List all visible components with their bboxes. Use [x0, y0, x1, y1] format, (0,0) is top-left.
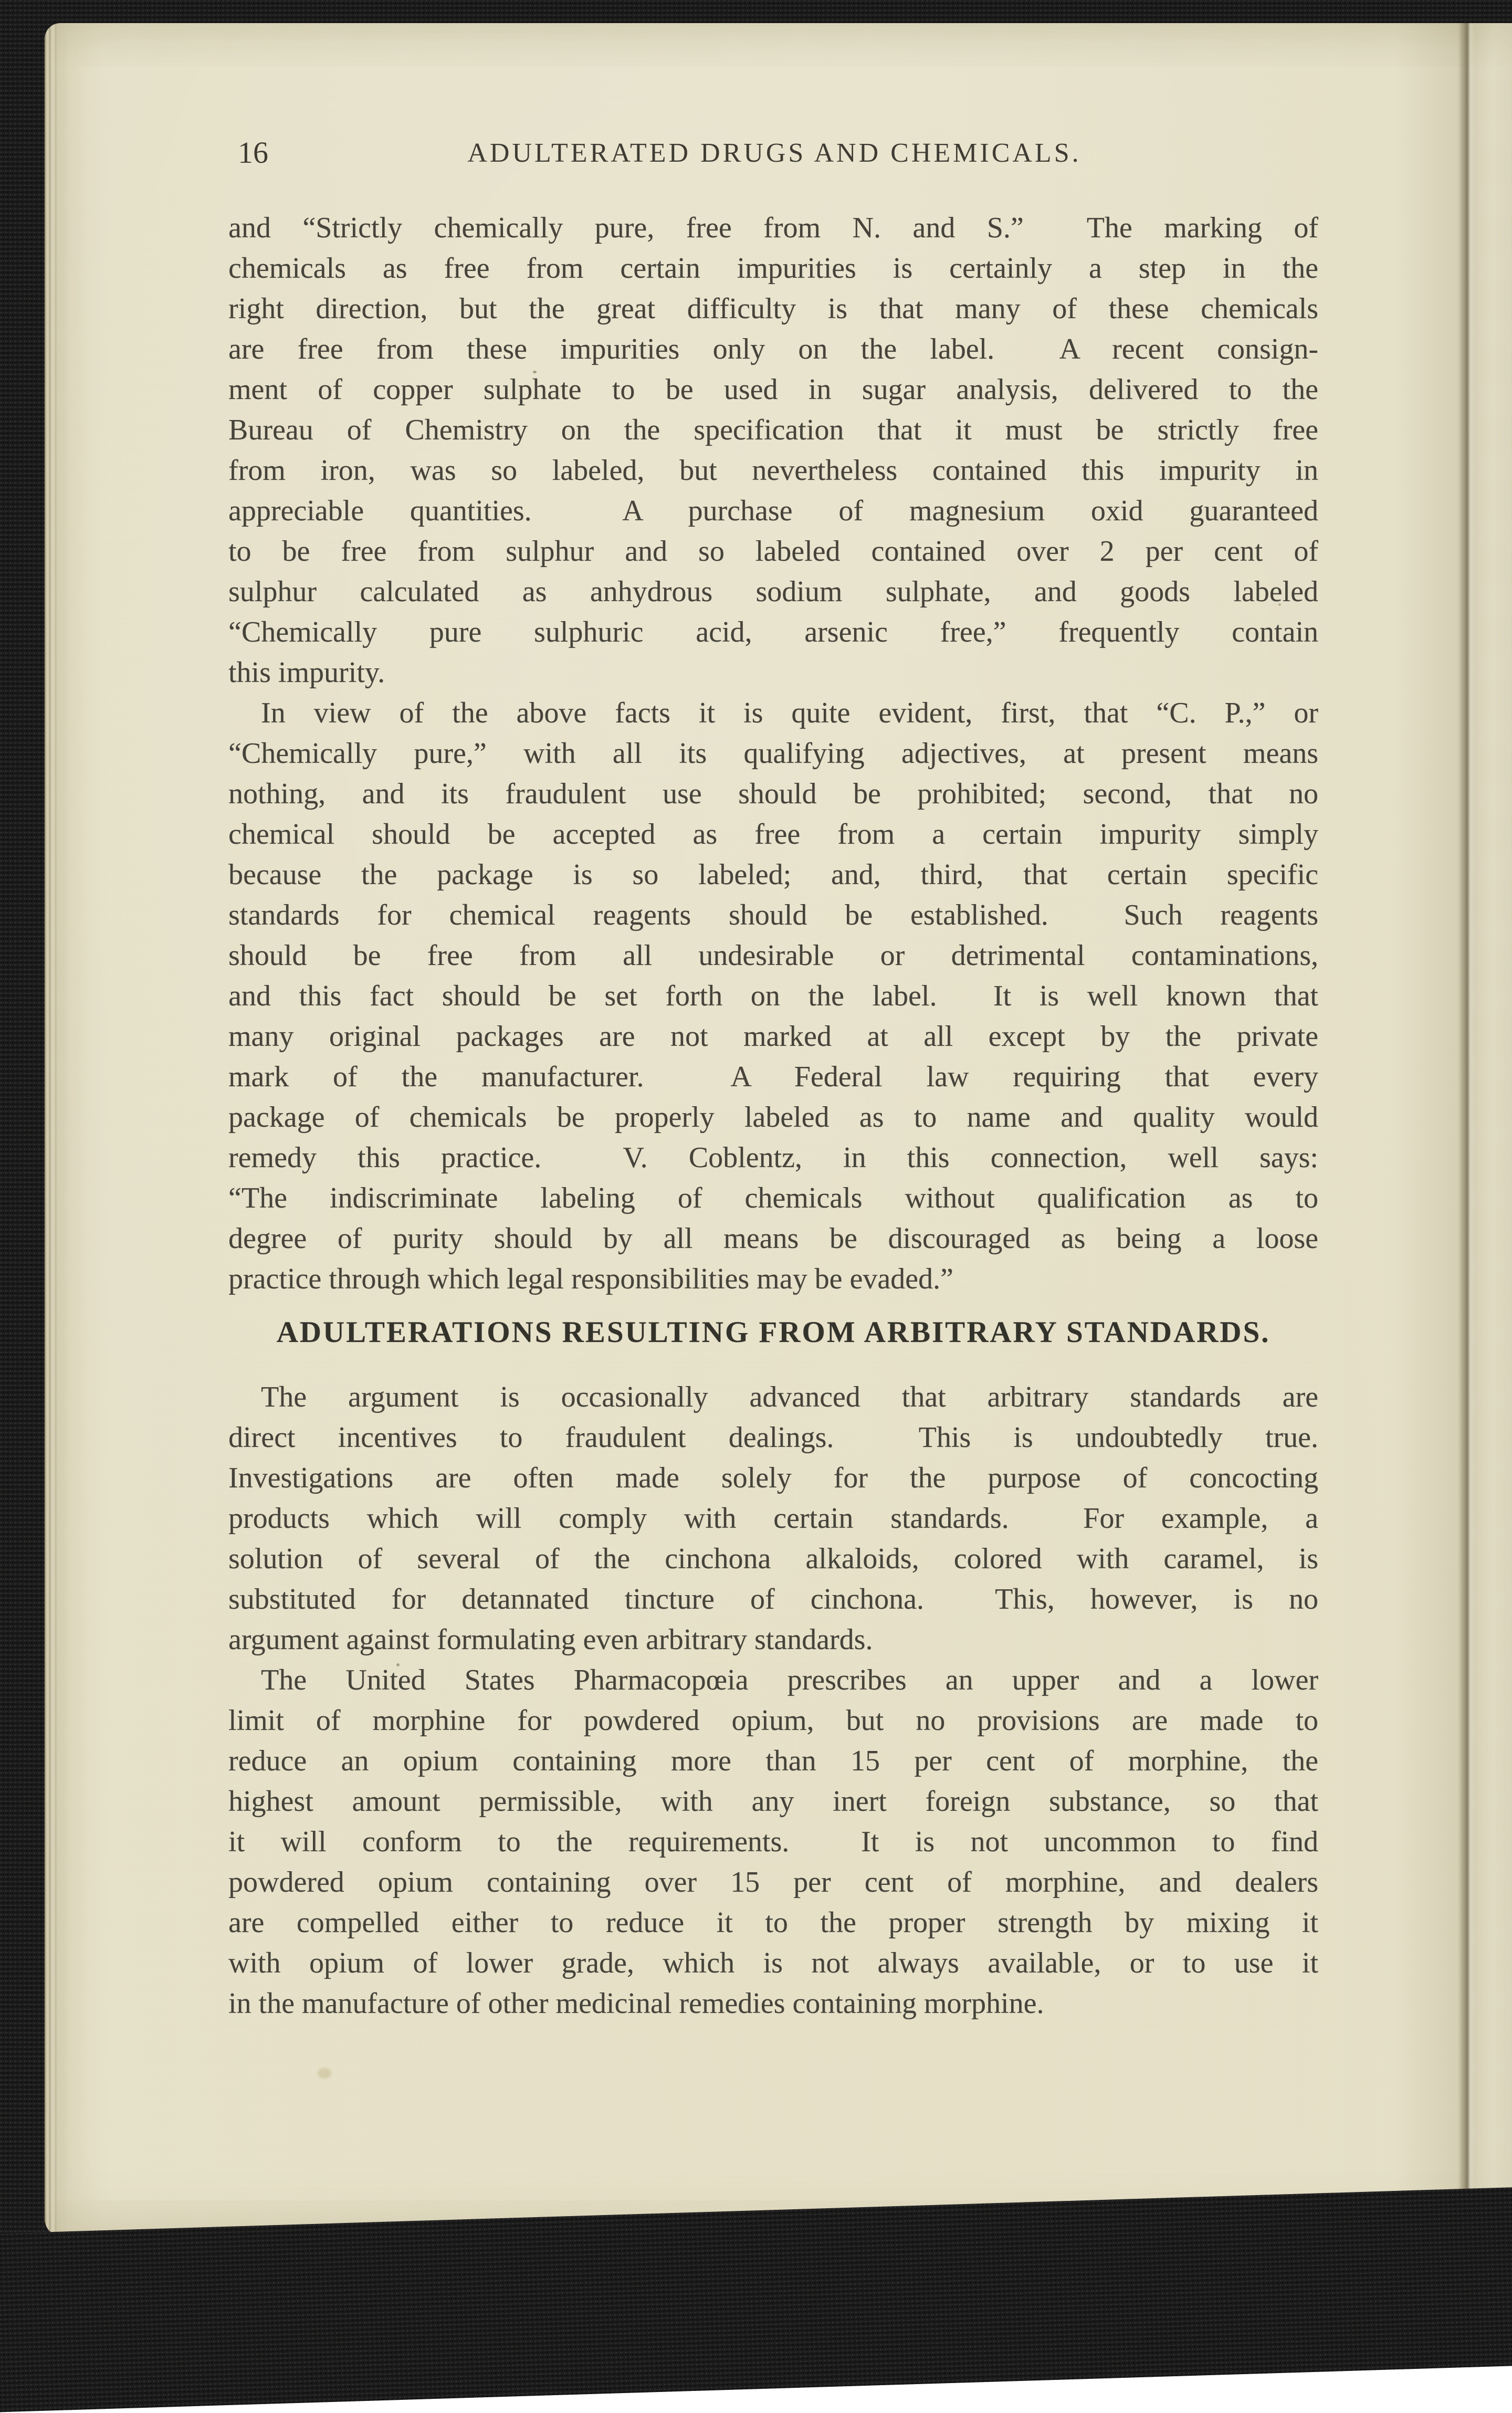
paper-speck: [396, 1663, 400, 1666]
paper-speck: [533, 371, 537, 373]
text-line: argument against formulating even arbitrary standards.: [228, 1623, 873, 1656]
text-line: because the package is so labeled; and, third, that certain specific: [228, 858, 1318, 891]
text-line: reduce an opium containing more than 15 per cent of morphine, the: [228, 1745, 1318, 1777]
text-line: “The indiscriminate labeling of chemicals without qualification as to: [228, 1182, 1318, 1214]
text-line: highest amount permissible, with any inert foreign substance, so that: [228, 1785, 1318, 1818]
paper-speck: [1278, 603, 1281, 606]
text-line: limit of morphine for powdered opium, but no provisions are made to: [228, 1704, 1318, 1737]
section-heading: ADULTERATIONS RESULTING FROM ARBITRARY STANDARDS.: [276, 1316, 1270, 1349]
text-line: this impurity.: [228, 656, 385, 689]
text-line: products which will comply with certain standards. For example, a: [228, 1502, 1318, 1535]
text-line: sulphur calculated as anhydrous sodium sulphate, and goods labeled: [228, 575, 1318, 608]
paragraph: [228, 1660, 1318, 2024]
text-line: and “Strictly chemically pure, free from N. and S.” The marking of: [228, 212, 1318, 244]
paragraph: [228, 693, 1318, 1299]
text-line: Investigations are often made solely for the purpose of concocting: [228, 1462, 1318, 1494]
page-number: 16: [238, 135, 268, 170]
text-line: appreciable quantities. A purchase of magnesium oxid guaranteed: [228, 495, 1318, 527]
text-line: to be free from sulphur and so labeled contained over 2 per cent of: [228, 535, 1318, 568]
page-stack-edge: [45, 23, 72, 2237]
paper-speck: [318, 2068, 331, 2079]
text-line: remedy this practice. V. Coblentz, in this connection, well says:: [228, 1141, 1318, 1174]
text-line: Bureau of Chemistry on the specification that it must be strictly free: [228, 414, 1318, 446]
text-line: are compelled either to reduce it to the proper strength by mixing it: [228, 1906, 1318, 1939]
text-line: package of chemicals be properly labeled as to name and quality would: [228, 1101, 1318, 1134]
text-line: solution of several of the cinchona alkaloids, colored with caramel, is: [228, 1543, 1318, 1575]
text-line: mark of the manufacturer. A Federal law requiring that every: [228, 1061, 1318, 1093]
text-line: ment of copper sulphate to be used in sugar analysis, delivered to the: [228, 373, 1318, 406]
text-line: In view of the above facts it is quite evident, first, that “C. P.,” or: [261, 697, 1318, 729]
text-line: nothing, and its fraudulent use should be prohibited; second, that no: [228, 778, 1318, 810]
text-line: degree of purity should by all means be discouraged as being a loose: [228, 1222, 1318, 1255]
text-line: powdered opium containing over 15 per cent of morphine, and dealers: [228, 1866, 1318, 1898]
running-title: ADULTERATED DRUGS AND CHEMICALS.: [467, 138, 1082, 168]
text-line: are free from these impurities only on the label. A recent consign-: [228, 333, 1318, 365]
text-line: chemicals as free from certain impurities is certainly a step in the: [228, 252, 1318, 285]
text-line: in the manufacture of other medicinal remedies containing morphine.: [228, 1987, 1044, 2020]
text-line: “Chemically pure,” with all its qualifying adjectives, at present means: [228, 737, 1318, 770]
text-line: standards for chemical reagents should be established. Such reagents: [228, 899, 1318, 931]
text-line: from iron, was so labeled, but nevertheless contained this impurity in: [228, 454, 1318, 487]
paragraph: [228, 208, 1318, 693]
text-line: The argument is occasionally advanced that arbitrary standards are: [261, 1381, 1318, 1413]
text-line: many original packages are not marked at all except by the private: [228, 1020, 1318, 1053]
text-line: and this fact should be set forth on the label. It is well known that: [228, 980, 1318, 1012]
text-block: [228, 208, 1318, 2024]
text-line: should be free from all undesirable or detrimental contaminations,: [228, 939, 1318, 972]
text-line: The United States Pharmacopœia prescribes an upper and a lower: [261, 1664, 1318, 1696]
page-header: [229, 134, 1319, 171]
text-line: practice through which legal responsibilities may be evaded.”: [228, 1263, 953, 1295]
book-page: [45, 23, 1512, 2237]
text-line: “Chemically pure sulphuric acid, arsenic free,” frequently contain: [228, 616, 1318, 648]
text-line: chemical should be accepted as free from a certain impurity simply: [228, 818, 1318, 851]
text-line: it will conform to the requirements. It is not uncommon to find: [228, 1826, 1318, 1858]
text-line: direct incentives to fraudulent dealings. This is undoubtedly true.: [228, 1421, 1318, 1454]
text-line: with opium of lower grade, which is not always available, or to use it: [228, 1947, 1318, 1979]
text-line: substituted for detannated tincture of cinchona. This, however, is no: [228, 1583, 1318, 1615]
paragraph: [228, 1377, 1318, 1660]
text-line: right direction, but the great difficulty is that many of these chemicals: [228, 292, 1318, 325]
page-fold-crease: [1459, 23, 1475, 2237]
